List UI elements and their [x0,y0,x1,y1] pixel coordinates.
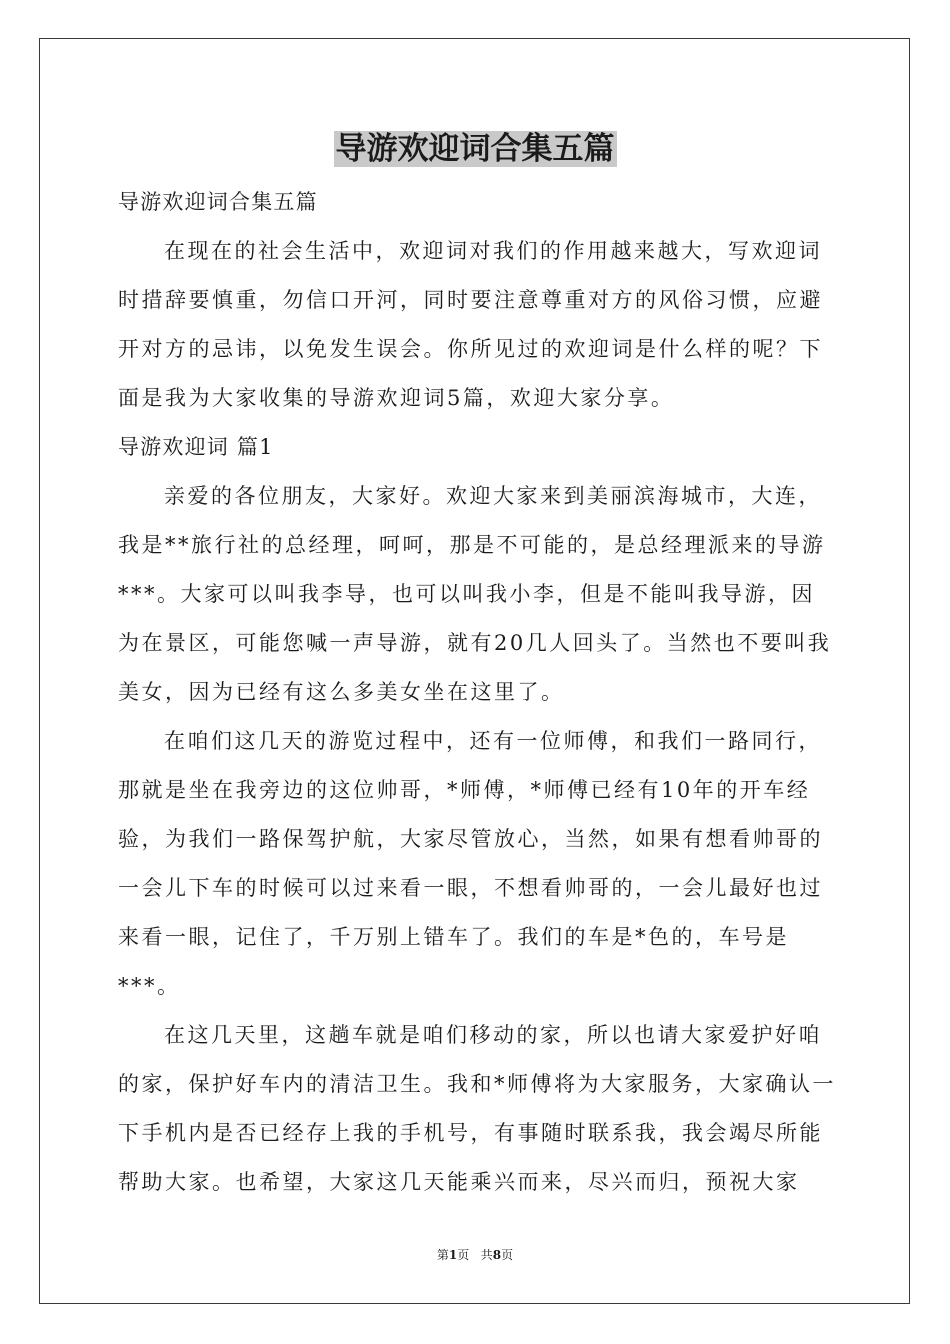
body-paragraph: 在这几天里，这趟车就是咱们移动的家，所以也请大家爱护好咱的家，保护好车内的清洁卫生。我和*师傅将为大家服务，大家确认一下手机内是否已经存上我的手机号，有事随时联系我，我会竭尽所能帮助大家。也希望，大家这几天能乘兴而来，尽兴而归，预祝大家 [118,1023,836,1194]
document-title-text: 导游欢迎词合集五篇 [335,131,615,167]
page-current: 1 [448,1248,458,1262]
page-prefix: 第 [436,1248,449,1262]
document-title [0,127,950,171]
page-unit: 页 [457,1248,470,1262]
document-body [118,178,838,1207]
subtitle-paragraph: 导游欢迎词合集五篇 [118,190,318,214]
intro-paragraph: 在现在的社会生活中，欢迎词对我们的作用越来越大，写欢迎词时措辞要慎重，勿信口开河，同时要注意尊重对方的风俗习惯，应避开对方的忌讳，以免发生误会。你所见过的欢迎词是什么样的呢？下面是我为大家收集的导游欢迎词5篇，欢迎大家分享。 [118,239,823,410]
body-paragraph: 在咱们这几天的游览过程中，还有一位师傅，和我们一路同行，那就是坐在我旁边的这位帅哥，*师傅，*师傅已经有10年的开车经验，为我们一路保驾护航，大家尽管放心，当然，如果有想看帅哥的一会儿下车的时候可以过来看一眼，不想看帅哥的，一会儿最好也过来看一眼，记住了，千万别上错车了。我们的车是*色的，车号是***。 [118,729,823,998]
body-paragraph: 亲爱的各位朋友，大家好。欢迎大家来到美丽滨海城市，大连，我是**旅行社的总经理，呵呵，那是不可能的，是总经理派来的导游***。大家可以叫我李导，也可以叫我小李，但是不能叫我导游，因为在景区，可能您喊一声导游，就有20几人回头了。当然也不要叫我美女，因为已经有这么多美女坐在这里了。 [118,484,832,704]
total-unit: 页 [501,1248,514,1262]
section-heading: 导游欢迎词 篇1 [118,435,274,459]
total-prefix: 共 [480,1248,493,1262]
page-footer [0,1247,950,1263]
page-total: 8 [492,1248,502,1262]
